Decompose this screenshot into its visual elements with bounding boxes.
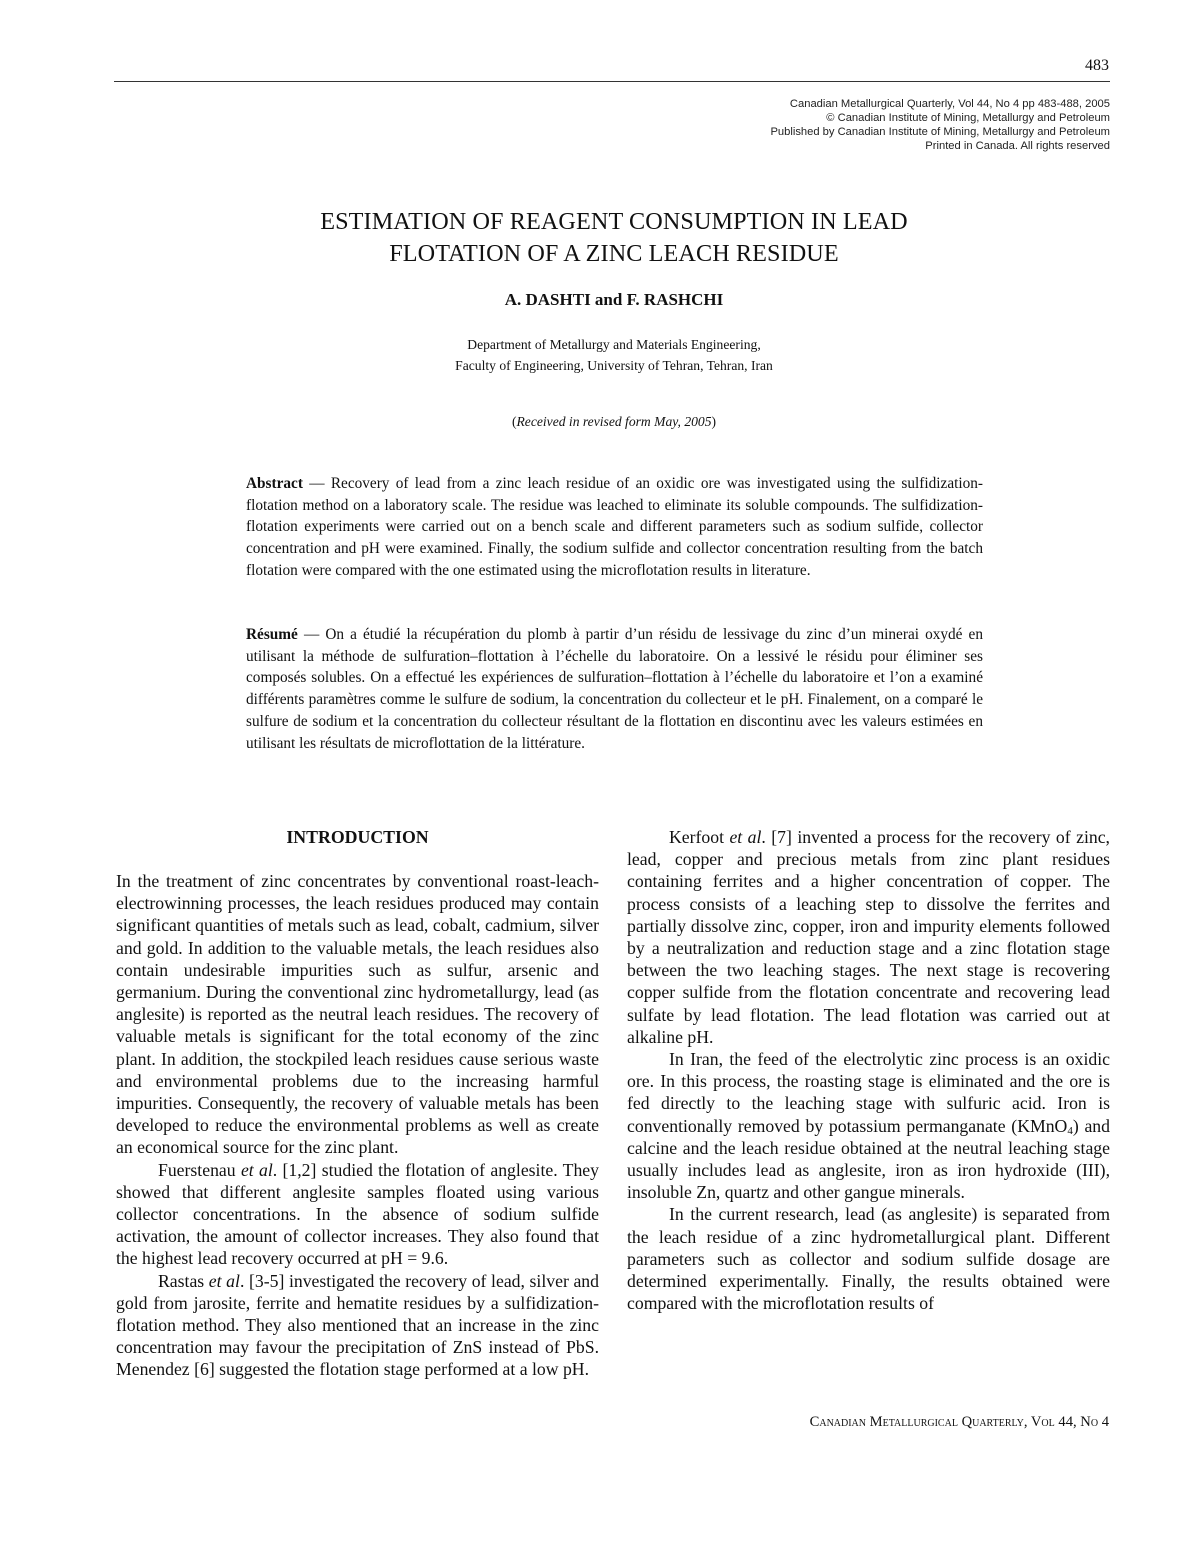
journal-info-line: Printed in Canada. All rights reserved <box>925 140 1110 152</box>
journal-info-line: © Canadian Institute of Mining, Metallurgy and Petroleum <box>826 112 1110 124</box>
left-column <box>116 826 599 1381</box>
paragraph-text: In Iran, the feed of the electrolytic zinc process is an oxidic ore. In this process, the roasting stage is eliminated and the ore is fed directly to the leaching stage with sulfuric acid. Iron is conventionally removed by potassium permanganate (KMnO <box>627 1049 1110 1136</box>
resume-label: Résumé <box>246 626 298 643</box>
received-date <box>200 412 1028 432</box>
introduction-heading: INTRODUCTION <box>286 827 429 847</box>
formula-subscript: 4 <box>1067 1124 1073 1137</box>
abstract <box>246 473 983 582</box>
citation-author: Kerfoot <box>669 827 730 847</box>
citation-author: Fuerstenau <box>158 1159 241 1180</box>
title-line: FLOTATION OF A ZINC LEACH RESIDUE <box>389 240 839 267</box>
et-al: et al <box>240 1159 273 1180</box>
received-text: Received in revised form May, 2005 <box>516 414 712 429</box>
paragraph-text: . [7] invented a process for the recovery of zinc, lead, copper and precious metals from zinc plant residues containing ferrites and a higher concentration of copper. The process consists of a leaching step to dissolve the ferrites and partially dissolve zinc, copper, iron and impurity elements followed by a neutralization and reduction stage and a zinc flotation stage between the two leaching stages. The next stage is recovering copper sulfide from the flotation concentrate and recovering lead sulfate by lead flotation. The lead flotation was carried out at alkaline pH. <box>627 827 1110 1047</box>
abstract-label: Abstract <box>246 475 303 492</box>
title-line: ESTIMATION OF REAGENT CONSUMPTION IN LEAD <box>320 208 908 235</box>
et-al: et al <box>208 1270 240 1291</box>
received-open-paren: ( <box>511 414 517 429</box>
paragraph-text: ) and calcine and the leach residue obtained at the neutral leaching stage usually includes lead as anglesite, iron as iron hydroxide (III), insoluble Zn, quartz and other gangue minerals. <box>627 1115 1110 1203</box>
affiliation <box>200 334 1028 376</box>
paragraph-text: . [1,2] studied the flotation of anglesite. They showed that different anglesite samples floated using various collector concentrations. In the absence of sodium sulfide activation, the amount of collector increases. They also found that the highest lead recovery occurred at pH = 9.6. <box>116 1159 599 1269</box>
right-column <box>627 826 1110 1314</box>
abstract-separator: — <box>302 475 331 492</box>
header-rule <box>114 81 1110 82</box>
authors: A. DASHTI and F. RASHCHI <box>504 290 724 309</box>
page-number: 483 <box>1085 57 1109 74</box>
journal-info <box>770 97 1110 153</box>
et-al: et al <box>729 827 762 847</box>
journal-info-line: Published by Canadian Institute of Mining, Metallurgy and Petroleum <box>770 126 1110 138</box>
introduction-paragraph <box>116 1270 599 1381</box>
resume-text: On a étudié la récupération du plomb à partir d’un résidu de lessivage du zinc d’un minerai oxydé en utilisant la méthode de sulfuration–flottation à l’échelle du laboratoire. On a lessivé le résidu pour éliminer ses composés solubles. On a effectué les expériences de sulfuration–flottation à l’échelle du laboratoire et l’on a examiné différents paramètres comme le sulfure de sodium, la concentration du collecteur et le pH. Finalement, on a comparé le sulfure de sodium et la concentration du collecteur résultant de la flottation en discontinu avec les valeurs estimées en utilisant les résultats de microflottation de la littérature. <box>246 626 983 752</box>
resume-separator: — <box>297 626 326 643</box>
introduction-paragraph <box>627 1048 1110 1203</box>
introduction-paragraph <box>627 826 1110 1048</box>
affiliation-line: Department of Metallurgy and Materials Engineering, <box>467 337 761 352</box>
introduction-paragraph: In the treatment of zinc concentrates by conventional roast-leach-electrowinning processes, the leach residues produced may contain significant quantities of metals such as lead, cobalt, cadmium, silver and gold. In addition to the valuable metals, the leach residues also contain undesirable impurities such as sulfur, arsenic and germanium. During the conventional zinc hydrometallurgy, lead (as anglesite) is reported as the neutral leach residues. The recovery of valuable metals is significant for the total economy of the zinc plant. In addition, the stockpiled leach residues cause serious waste and environmental problems due to the increasing harmful impurities. Consequently, the recovery of valuable metals has been developed to reduce the environmental problems as well as create an economical source for the zinc plant. <box>116 871 599 1158</box>
article-title <box>200 206 1028 270</box>
introduction-paragraph <box>116 1159 599 1270</box>
abstract-text: Recovery of lead from a zinc leach residue of an oxidic ore was investigated using the sulfidization-flotation method on a laboratory scale. The residue was leached to eliminate its soluble compounds. The sulfidization-flotation experiments were carried out on a bench scale and different parameters such as sodium sulfide, collector concentration and pH were examined. Finally, the sodium sulfide and collector concentration resulting from the batch flotation were compared with the one estimated using the microflotation results in literature. <box>246 475 983 579</box>
paragraph-text: . [3-5] investigated the recovery of lead, silver and gold from jarosite, ferrite and hematite residues by a sulfidization-flotation method. They also mentioned that an increase in the zinc concentration may favour the precipitation of ZnS instead of PbS. Menendez [6] suggested the flotation stage performed at a low pH. <box>116 1270 599 1380</box>
journal-info-line: Canadian Metallurgical Quarterly, Vol 44, No 4 pp 483-488, 2005 <box>789 98 1110 110</box>
footer-journal-reference <box>810 1412 1109 1432</box>
footer-journal-name: Canadian Metallurgical Quarterly <box>809 1414 1024 1430</box>
received-close-paren: ) <box>711 414 717 429</box>
footer-volume: , Vol 44, No 4 <box>1023 1414 1109 1430</box>
resume <box>246 624 983 754</box>
citation-author: Rastas <box>158 1270 209 1291</box>
introduction-paragraph: In the current research, lead (as anglesite) is separated from the leach residue of a zinc hydrometallurgical plant. Different parameters such as collector and sodium sulfide dosage are determined experimentally. Finally, the results obtained were compared with the microflotation results of <box>627 1204 1110 1314</box>
affiliation-line: Faculty of Engineering, University of Tehran, Tehran, Iran <box>455 358 773 373</box>
